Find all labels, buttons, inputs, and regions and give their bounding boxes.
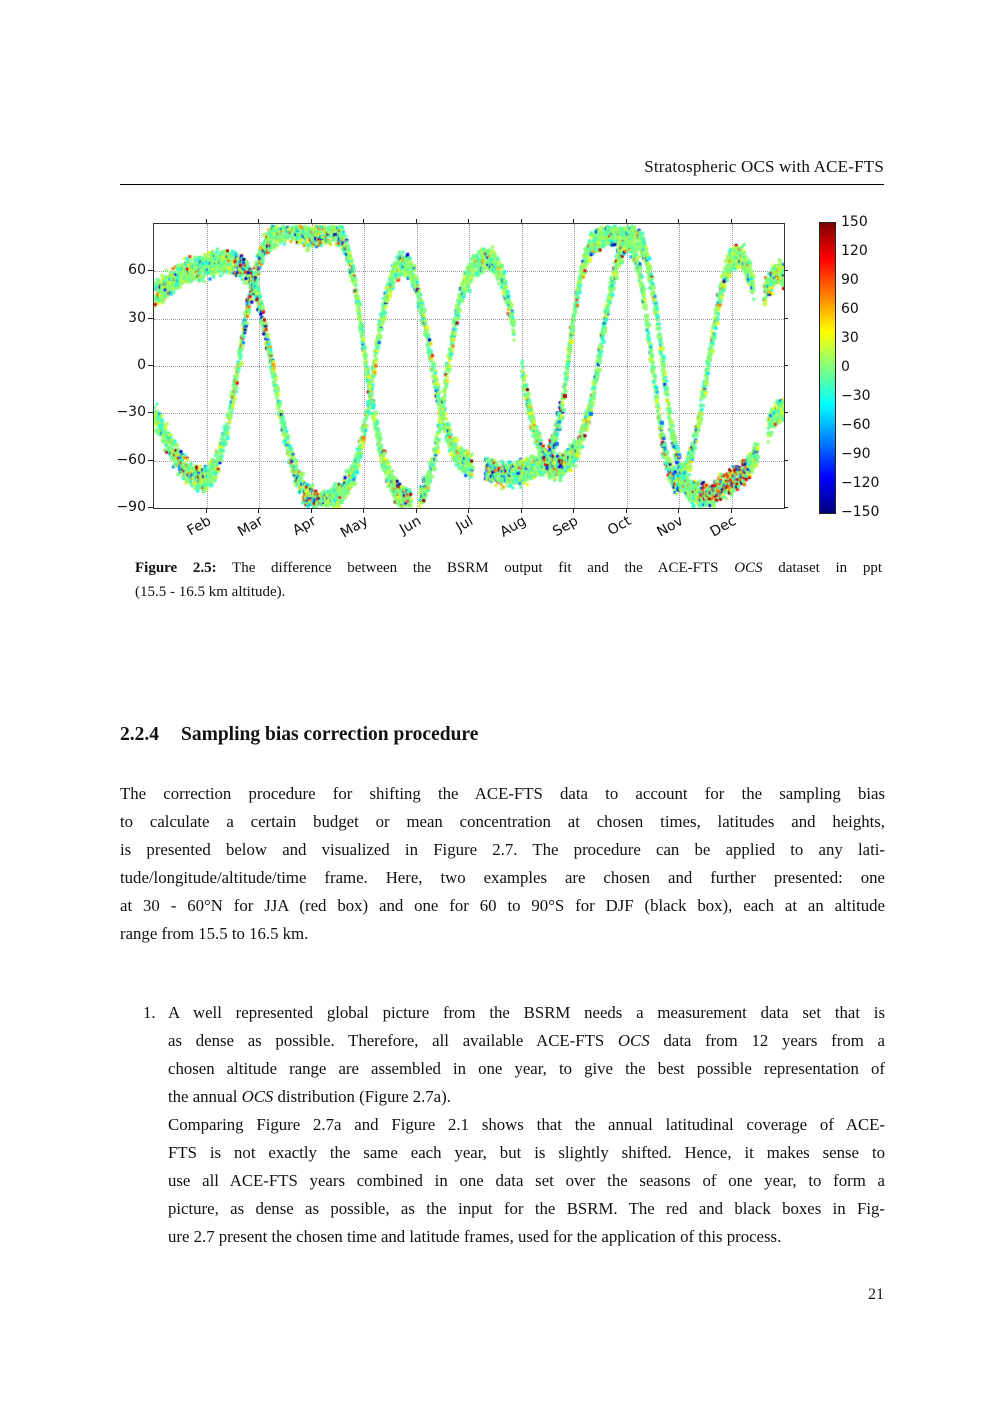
y-tick-mark — [148, 412, 153, 413]
page-number: 21 — [868, 1286, 884, 1303]
text-line: A well represented global picture from the BSRM needs a measurement data set that is — [168, 1003, 885, 1022]
x-tick-label: Aug — [496, 513, 529, 541]
colorbar-tick-label: 60 — [841, 301, 859, 317]
text-line: as dense as possible. Therefore, all available ACE-FTS OCS data from 12 years from a — [168, 1031, 885, 1050]
colorbar-tick-label: −60 — [841, 417, 871, 433]
section-heading — [120, 724, 478, 746]
list-item-block-2 — [168, 1111, 885, 1251]
text-line: range from 15.5 to 16.5 km. — [120, 923, 309, 943]
colorbar — [819, 222, 836, 514]
x-tick-label: Sep — [550, 513, 581, 541]
colorbar-tick-label: −150 — [841, 504, 880, 520]
y-tick-mark — [148, 270, 153, 271]
caption-label: Figure 2.5: — [135, 560, 217, 576]
colorbar-tick-label: −90 — [841, 446, 871, 462]
text-line: Comparing Figure 2.7a and Figure 2.1 shows that the annual latitudinal coverage of ACE- — [168, 1115, 885, 1134]
x-tick-mark-top — [311, 219, 312, 223]
caption-line-1 — [135, 556, 882, 580]
running-header: Stratospheric OCS with ACE-FTS — [644, 157, 884, 176]
list-item-block-1 — [168, 999, 885, 1111]
y-tick-label: −30 — [116, 404, 146, 421]
x-tick-mark-top — [731, 219, 732, 223]
caption-line-2: (15.5 - 16.5 km altitude). — [135, 584, 286, 600]
section-title: Sampling bias correction procedure — [181, 724, 479, 745]
x-tick-mark-top — [626, 219, 627, 223]
y-tick-mark-right — [784, 365, 788, 366]
text-line: is presented below and visualized in Figure 2.7. The procedure can be applied to any lati- — [120, 839, 885, 859]
x-tick-mark-top — [678, 219, 679, 223]
list-item-number: 1. — [143, 1003, 156, 1022]
scatter-plot — [153, 223, 785, 509]
y-tick-label: 60 — [128, 262, 146, 279]
x-tick-mark-top — [258, 219, 259, 223]
y-tick-mark — [148, 460, 153, 461]
y-tick-mark — [148, 365, 153, 366]
y-tick-mark-right — [784, 460, 788, 461]
y-tick-mark — [148, 318, 153, 319]
colorbar-tick-label: 90 — [841, 272, 859, 288]
section-number: 2.2.4 — [120, 724, 159, 745]
x-tick-label: Mar — [235, 513, 266, 541]
x-tick-label: Jul — [453, 513, 476, 536]
x-tick-mark-top — [206, 219, 207, 223]
figure-caption — [135, 556, 882, 604]
x-tick-label: Dec — [707, 513, 739, 541]
y-tick-mark-right — [784, 318, 788, 319]
x-tick-mark-top — [363, 219, 364, 223]
text-line: chosen altitude range are assembled in one year, to give the best possible representation of — [168, 1059, 885, 1078]
x-tick-label: Nov — [654, 513, 686, 541]
y-tick-mark-right — [784, 270, 788, 271]
text-line: ure 2.7 present the chosen time and latitude frames, used for the application of this process. — [168, 1227, 782, 1246]
colorbar-tick-label: 30 — [841, 330, 859, 346]
colorbar-tick-label: 0 — [841, 359, 850, 375]
text-line: The correction procedure for shifting the ACE-FTS data to account for the sampling bias — [120, 784, 885, 803]
text-line: FTS is not exactly the same each year, but is slightly shifted. Hence, it makes sense to — [168, 1143, 885, 1162]
x-tick-mark-top — [468, 219, 469, 223]
x-tick-label: Feb — [184, 513, 214, 540]
y-tick-label: 0 — [137, 357, 146, 373]
text-line: to calculate a certain budget or mean concentration at chosen times, latitudes and heights, — [120, 811, 885, 831]
colorbar-tick-label: −30 — [841, 388, 871, 404]
x-tick-label: May — [337, 513, 371, 542]
x-tick-label: Jun — [396, 513, 424, 538]
colorbar-tick-label: −120 — [841, 475, 880, 491]
y-tick-mark-right — [784, 507, 788, 508]
x-tick-label: Apr — [289, 513, 319, 539]
body-paragraph — [120, 780, 885, 947]
text-line: at 30 - 60°N for JJA (red box) and one for 60 to 90°S for DJF (black box), each at an altitude — [120, 895, 885, 915]
y-tick-label: −60 — [116, 451, 146, 468]
x-tick-label: Oct — [604, 513, 634, 539]
text-line: picture, as dense as possible, as the input for the BSRM. The red and black boxes in Fig- — [168, 1199, 885, 1218]
x-tick-mark-top — [521, 219, 522, 223]
text-line: use all ACE-FTS years combined in one data set over the seasons of one year, to form a — [168, 1171, 885, 1190]
colorbar-tick-label: 120 — [841, 243, 868, 259]
header-rule — [120, 184, 884, 185]
y-tick-mark — [148, 507, 153, 508]
y-tick-label: −90 — [116, 499, 146, 515]
colorbar-tick-label: 150 — [841, 214, 868, 230]
text-line: tude/longitude/altitude/time frame. Here, two examples are chosen and further presented: one — [120, 867, 885, 887]
x-tick-mark-top — [416, 219, 417, 223]
list-item-text — [168, 999, 885, 1251]
x-tick-mark-top — [573, 219, 574, 223]
scatter-canvas — [154, 224, 784, 508]
text-line: the annual OCS distribution (Figure 2.7a). — [168, 1087, 451, 1106]
y-tick-label: 30 — [128, 309, 146, 326]
caption-text: The difference between the BSRM output fit and the ACE-FTS OCS dataset in ppt — [232, 560, 883, 576]
y-tick-mark-right — [784, 412, 788, 413]
